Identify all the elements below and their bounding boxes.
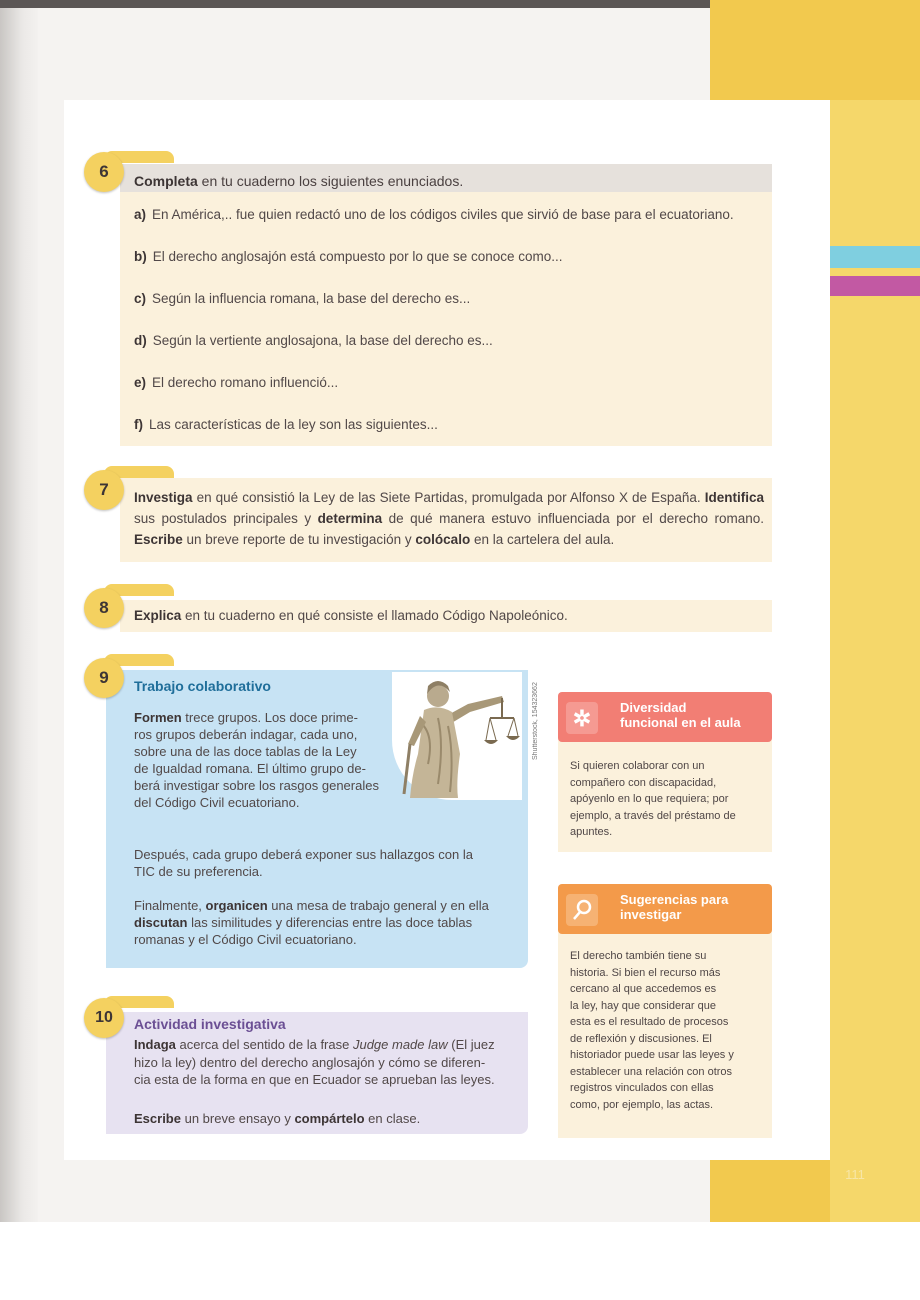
activity-9-paragraph-2 [134,846,520,880]
suggestions-text [570,948,766,1113]
title-line: funcional en el aula [620,715,741,730]
item-text: El derecho romano influenció... [152,375,339,390]
item-text: En América,.. fue quien redactó uno de los códigos civiles que sirvió de base para el ecuatoriano. [152,207,734,222]
text-line: esta es el resultado de procesos [570,1016,729,1028]
activity-6-instruction [134,173,463,189]
text-line: ros grupos deberán indagar, cada uno, [134,727,358,742]
text-span: en la cartelera del aula. [470,532,615,547]
text-line: la ley, hay que considerar que [570,999,716,1012]
text-line: de Igualdad romana. El último grupo de- [134,761,366,776]
verb-indaga: Indaga [134,1037,176,1052]
activity-6-item-a [134,207,734,222]
text-line: romanas y el Código Civil ecuatoriano. [134,932,357,947]
activity-8-instruction [134,608,568,623]
instruction-verb: Completa [134,173,198,189]
title-line: investigar [620,907,682,922]
suggestions-header [558,884,772,934]
text-line [134,1036,522,1054]
activity-10-number-badge: 10 [84,998,124,1038]
activity-7-number-badge: 7 [84,470,124,510]
activity-9-title: Trabajo colaborativo [134,678,271,694]
text-line: apuntes. [570,826,613,838]
verb-organicen: organicen [205,898,268,913]
activity-10-title: Actividad investigativa [134,1016,286,1032]
text-line: establecer una relación con otros [570,1065,733,1078]
item-letter: f) [134,417,143,432]
activity-6-number-badge: 6 [84,152,124,192]
text-line: del Código Civil ecuatoriano. [134,795,300,810]
text-line: compañero con discapacidad, [570,776,717,789]
diversity-header [558,692,772,742]
item-letter: d) [134,333,147,348]
image-credit: Shutterstock, 154323662 [532,682,539,760]
verb-identifica: Identifica [704,490,764,505]
item-letter: b) [134,249,147,264]
text-line: apóyenlo en lo que requiera; por [570,793,729,805]
text-span: en tu cuaderno en qué consiste el llamado Código Napoleónico. [181,608,568,623]
item-text: Según la vertiente anglosajona, la base del derecho es... [152,333,493,348]
text-span: acerca del sentido de la frase [175,1037,353,1052]
text-line [134,914,520,931]
text-span: trece grupos. Los doce prime- [181,710,358,725]
text-span: un breve ensayo y [180,1111,295,1126]
text-line: sobre una de las doce tablas de la Ley [134,744,357,759]
text-line: TIC de su preferencia. [134,864,263,879]
text-line: hizo la ley) dentro del derecho anglosajón y cómo se diferen- [134,1054,486,1070]
activity-9-paragraph-3 [134,897,520,948]
verb-colocalo: colócalo [415,532,471,547]
bottom-margin [0,1222,920,1300]
verb-escribe: Escribe [134,532,183,547]
text-line: como, por ejemplo, las actas. [570,1098,714,1111]
yellow-margin-lower [830,100,920,1222]
page-number: 111 [845,1167,865,1182]
phrase-italic: Judge made law [352,1037,448,1052]
item-letter: a) [134,207,147,222]
text-line: cercano al que accedemos es [570,983,717,995]
text-line: Después, cada grupo deberá exponer sus hallazgos con la [134,847,473,862]
verb-explica: Explica [134,608,182,623]
suggestions-title [620,892,770,922]
cyan-edge-tab [830,246,920,268]
text-line: Si quieren colaborar con un [570,760,705,772]
justice-statue-image [398,674,522,798]
text-span: sus postulados principales y [134,511,318,526]
text-span: en qué consistió la Ley de las Siete Partidas, promulgada por Alfonso X de España. [192,490,701,505]
verb-investiga: Investiga [134,490,193,505]
verb-determina: determina [317,511,383,526]
verb-escribe: Escribe [134,1111,181,1126]
text-line: El derecho también tiene su [570,950,707,962]
diversity-title [620,700,770,730]
text-line: historia. Si bien el recurso más [570,966,721,979]
magnifier-icon [566,894,598,926]
text-span: Finalmente, [134,898,206,913]
item-text: El derecho anglosajón está compuesto por lo que se conoce como... [152,249,563,264]
text-line [134,709,404,726]
text-span: una mesa de trabajo general y en ella [267,898,489,913]
text-line: ejemplo, a través del préstamo de [570,809,736,822]
diversity-text [570,758,766,841]
text-span: en clase. [364,1111,421,1126]
magnifier-glyph [570,898,594,922]
activity-6-item-d [134,333,493,348]
text-line: berá investigar sobre los rasgos generales [134,778,379,793]
text-line: historiador puede usar las leyes y [570,1049,734,1061]
activity-6-item-f [134,417,438,432]
activity-6-item-e [134,375,338,390]
verb-discutan: discutan [134,915,188,930]
activity-7-instruction [134,487,764,550]
activity-10-paragraph-2 [134,1110,522,1128]
item-letter: e) [134,375,147,390]
text-span: un breve reporte de tu investigación y [182,532,416,547]
title-line: Diversidad [620,700,687,715]
verb-formen: Formen [134,710,182,725]
text-line: registros vinculados con ellas [570,1082,714,1094]
activity-10-paragraph-1 [134,1036,522,1089]
activity-6-box [120,192,772,446]
text-span: (El juez [447,1037,495,1052]
activity-8-number-badge: 8 [84,588,124,628]
activity-6-item-b [134,249,563,264]
item-letter: c) [134,291,147,306]
item-text: Las características de la ley son las siguientes... [149,417,438,432]
title-line: Sugerencias para [620,892,729,907]
text-span: de qué manera estuvo influenciada por el derecho romano. [382,511,764,526]
instruction-text: en tu cuaderno los siguientes enunciados. [197,173,464,189]
verb-compartelo: compártelo [294,1111,365,1126]
book-gutter [0,0,38,1222]
asterisk-flower-icon: ✲ [566,702,598,734]
activity-6-item-c [134,291,470,306]
activity-9-number-badge: 9 [84,658,124,698]
magenta-edge-tab [830,276,920,296]
text-line [134,897,520,914]
activity-9-paragraph-1 [134,709,404,811]
text-line: de reflexión y discusiones. El [570,1032,712,1045]
text-span: las similitudes y diferencias entre las doce tablas [187,915,473,930]
text-line: cia esta de la forma en que en Ecuador se aprueban las leyes. [134,1072,495,1087]
item-text: Según la influencia romana, la base del derecho es... [152,291,471,306]
